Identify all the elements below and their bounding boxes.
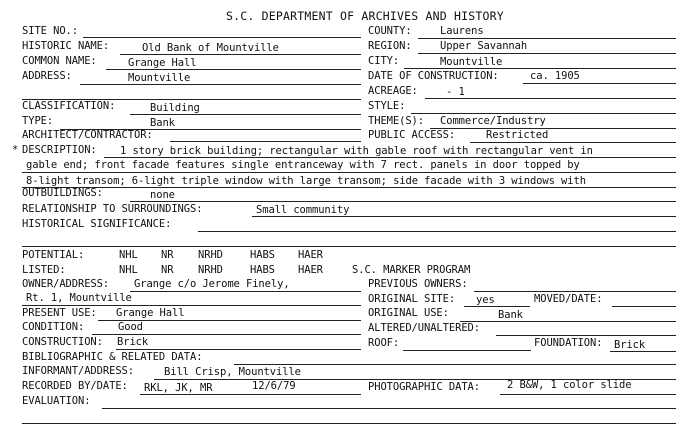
condition-label: CONDITION:	[22, 321, 85, 333]
relationship-label: RELATIONSHIP TO SURROUNDINGS:	[22, 203, 203, 215]
bibliographic-line	[234, 364, 676, 365]
original-site-label: ORIGINAL SITE:	[368, 293, 456, 305]
style-label: STYLE:	[368, 100, 406, 112]
original-site-value: yes	[476, 294, 495, 306]
altered-label: ALTERED/UNALTERED:	[368, 322, 480, 334]
city-line	[404, 68, 676, 69]
potential-haer: HAER	[298, 249, 323, 261]
historical-significance-line-2	[22, 246, 676, 247]
present-use-value: Grange Hall	[116, 307, 185, 319]
original-site-line	[464, 306, 530, 307]
listed-nrhd: NRHD	[198, 264, 223, 276]
common-name-value: Grange Hall	[128, 57, 197, 69]
common-name-line	[106, 69, 361, 70]
acreage-value: - 1	[446, 86, 465, 98]
description-line-3: 8-light transom; 6-light triple window with large transom; side facade with 3 windows with	[26, 175, 586, 187]
historic-name-line	[120, 54, 361, 55]
county-value: Laurens	[440, 25, 484, 37]
relationship-line	[252, 216, 676, 217]
evaluation-line	[102, 408, 676, 409]
region-value: Upper Savannah	[440, 40, 528, 52]
site-no-label: SITE NO.:	[22, 25, 78, 37]
type-label: TYPE:	[22, 115, 54, 127]
city-value: Mountville	[440, 56, 503, 68]
owner-address-value-2: Rt. 1, Mountville	[26, 292, 132, 304]
themes-value: Commerce/Industry	[440, 115, 546, 127]
roof-line	[403, 350, 531, 351]
classification-label: CLASSIFICATION:	[22, 100, 116, 112]
acreage-line	[425, 98, 676, 99]
historical-significance-line	[198, 231, 676, 232]
recorded-by-value: RKL, JK, MR	[144, 382, 213, 394]
region-line	[418, 53, 676, 54]
date-of-construction-value: ca. 1905	[530, 70, 580, 82]
recorded-by-label: RECORDED BY/DATE:	[22, 380, 128, 392]
previous-owners-label: PREVIOUS OWNERS:	[368, 278, 468, 290]
classification-line	[130, 114, 361, 115]
present-use-label: PRESENT USE:	[22, 307, 97, 319]
region-label: REGION:	[368, 40, 412, 52]
original-use-line	[460, 321, 676, 322]
evaluation-label: EVALUATION:	[22, 395, 91, 407]
recorded-by-line	[140, 394, 361, 395]
date-of-construction-label: DATE OF CONSTRUCTION:	[368, 70, 499, 82]
potential-nr: NR	[161, 249, 174, 261]
description-rule-3	[22, 187, 676, 188]
style-line	[411, 113, 676, 114]
recorded-date-value: 12/6/79	[252, 380, 296, 392]
site-no-line	[83, 37, 361, 38]
description-rule-1	[104, 157, 676, 158]
construction-label: CONSTRUCTION:	[22, 336, 103, 348]
city-label: CITY:	[368, 55, 400, 67]
potential-nhl: NHL	[119, 249, 138, 261]
date-of-construction-line	[523, 83, 676, 84]
common-name-label: COMMON NAME:	[22, 55, 97, 67]
type-value: Bank	[150, 117, 175, 129]
historic-name-label: HISTORIC NAME:	[22, 40, 110, 52]
listed-nr: NR	[161, 264, 174, 276]
bibliographic-label: BIBLIOGRAPHIC & RELATED DATA:	[22, 351, 203, 363]
outbuildings-line	[130, 201, 676, 202]
acreage-label: ACREAGE:	[368, 85, 418, 97]
relationship-value: Small community	[256, 204, 350, 216]
description-asterisk: *	[12, 144, 19, 156]
historic-name-value: Old Bank of Mountville	[142, 42, 279, 54]
informant-value: Bill Crisp, Mountville	[164, 366, 301, 378]
marker-program-label: S.C. MARKER PROGRAM	[352, 264, 471, 276]
moved-date-line	[612, 306, 676, 307]
photographic-data-line	[500, 394, 676, 395]
listed-label: LISTED:	[22, 264, 66, 276]
themes-line	[430, 128, 676, 129]
address-line	[80, 84, 361, 85]
original-use-value: Bank	[498, 309, 523, 321]
altered-line	[496, 335, 676, 336]
listed-nhl: NHL	[119, 264, 138, 276]
classification-value: Building	[150, 102, 200, 114]
evaluation-line-2	[22, 423, 676, 424]
county-label: COUNTY:	[368, 25, 412, 37]
photographic-data-value: 2 B&W, 1 color slide	[507, 379, 632, 391]
description-rule-2	[22, 172, 676, 173]
listed-habs: HABS	[250, 264, 275, 276]
county-line	[418, 38, 676, 39]
potential-label: POTENTIAL:	[22, 249, 85, 261]
original-use-label: ORIGINAL USE:	[368, 307, 449, 319]
foundation-label: FOUNDATION:	[534, 337, 603, 349]
owner-address-line-2	[22, 305, 361, 306]
owner-address-label: OWNER/ADDRESS:	[22, 278, 110, 290]
address-value: Mountville	[128, 72, 191, 84]
public-access-value: Restricted	[486, 129, 549, 141]
architect-label: ARCHITECT/CONTRACTOR:	[22, 129, 153, 141]
historical-significance-label: HISTORICAL SIGNIFICANCE:	[22, 218, 172, 230]
address-label: ADDRESS:	[22, 70, 72, 82]
themes-label: THEME(S):	[368, 115, 424, 127]
moved-date-label: MOVED/DATE:	[534, 293, 603, 305]
description-line-2: gable end; front facade features single entranceway with 7 rect. panels in door topped by	[26, 159, 580, 171]
potential-nrhd: NRHD	[198, 249, 223, 261]
construction-line	[116, 349, 361, 350]
roof-label: ROOF:	[368, 337, 400, 349]
informant-label: INFORMANT/ADDRESS:	[22, 365, 134, 377]
architect-line	[170, 141, 361, 142]
condition-value: Good	[118, 321, 143, 333]
owner-address-line	[130, 291, 361, 292]
form-title: S.C. DEPARTMENT OF ARCHIVES AND HISTORY	[226, 9, 504, 23]
construction-value: Brick	[117, 336, 149, 348]
condition-line	[92, 334, 361, 335]
owner-address-value-1: Grange c/o Jerome Finely,	[134, 278, 290, 290]
public-access-line	[470, 142, 676, 143]
public-access-label: PUBLIC ACCESS:	[368, 129, 456, 141]
listed-haer: HAER	[298, 264, 323, 276]
outbuildings-label: OUTBUILDINGS:	[22, 187, 103, 199]
potential-habs: HABS	[250, 249, 275, 261]
photographic-data-label: PHOTOGRAPHIC DATA:	[368, 381, 480, 393]
previous-owners-line	[474, 291, 676, 292]
foundation-line	[610, 351, 676, 352]
outbuildings-value: none	[150, 189, 175, 201]
description-line-1: 1 story brick building; rectangular with gable roof with rectangular vent in	[120, 145, 593, 157]
description-label: DESCRIPTION:	[22, 144, 97, 156]
foundation-value: Brick	[614, 339, 646, 351]
